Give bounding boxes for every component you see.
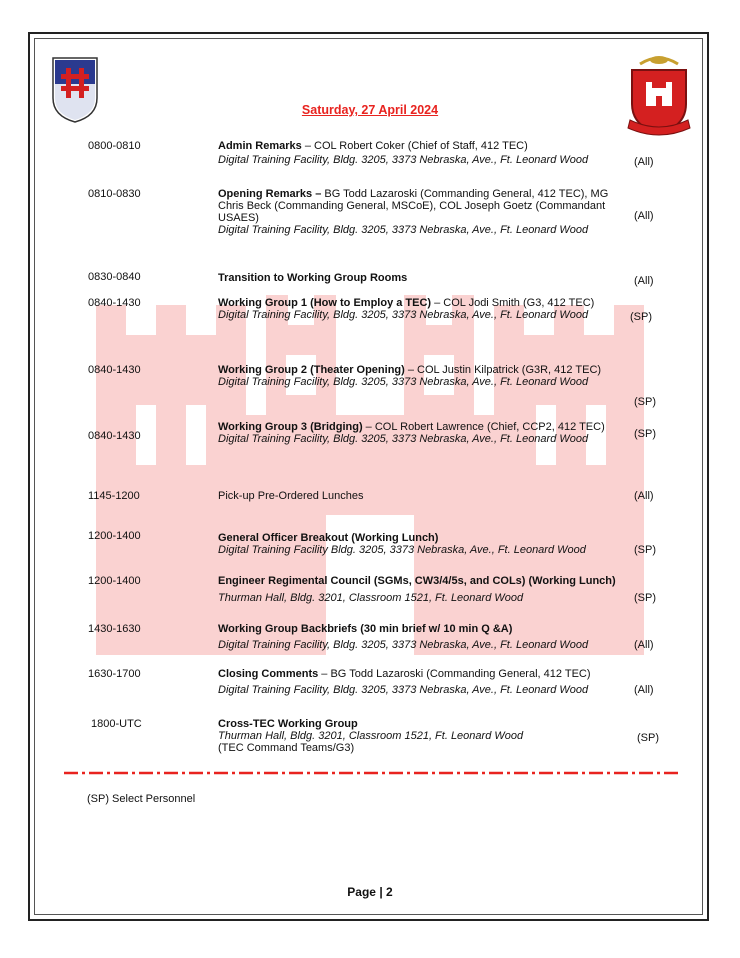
session-title: Working Group 3 (Bridging) — [218, 421, 363, 433]
session-title: Working Group Backbriefs (30 min brief w/ 10 min Q &A) — [218, 623, 513, 635]
session-location: Digital Training Facility, Bldg. 3205, 3373 Nebraska, Ave., Ft. Leonard Wood — [218, 684, 589, 696]
session-title: General Officer Breakout (Working Lunch) — [218, 532, 439, 544]
attendance-tag: (SP) — [637, 732, 659, 744]
time-slot: 1800-UTC — [91, 718, 142, 730]
session-location: Digital Training Facility, Bldg. 3205, 3373 Nebraska, Ave., Ft. Leonard Wood — [218, 639, 589, 651]
attendance-tag: (SP) — [630, 311, 652, 323]
session-title: Working Group 1 (How to Employ a TEC) — [218, 297, 432, 309]
time-slot: 1145-1200 — [88, 490, 140, 502]
session-title: Cross-TEC Working Group — [218, 718, 358, 730]
session-extra-note: (TEC Command Teams/G3) — [218, 742, 355, 754]
session-description — [218, 718, 618, 754]
session-description — [218, 421, 618, 445]
session-description — [218, 490, 630, 502]
time-slot: 0840-1430 — [88, 430, 141, 442]
session-title: Transition to Working Group Rooms — [218, 272, 408, 284]
time-slot: 0840-1430 — [88, 297, 141, 309]
attendance-tag: (SP) — [634, 592, 656, 604]
session-location: Digital Training Facility Bldg. 3205, 3373 Nebraska, Ave., Ft. Leonard Wood — [218, 544, 586, 556]
attendance-tag: (All) — [634, 639, 654, 651]
session-detail: Pick-up Pre-Ordered Lunches — [218, 490, 364, 502]
session-location: Digital Training Facility, Bldg. 3205, 3373 Nebraska, Ave., Ft. Leonard Wood — [218, 433, 589, 445]
time-slot: 0800-0810 — [88, 140, 141, 152]
session-detail: – COL Jodi Smith (G3, 412 TEC) — [431, 297, 595, 309]
session-title: Working Group 2 (Theater Opening) — [218, 364, 405, 376]
page-number: Page | 2 — [347, 885, 393, 899]
time-slot: 0840-1430 — [88, 364, 141, 376]
schedule-date-heading: Saturday, 27 April 2024 — [301, 103, 439, 117]
session-description — [218, 188, 630, 236]
attendance-tag: (All) — [634, 210, 654, 222]
session-detail: – COL Robert Lawrence (Chief, CCP2, 412 TEC) — [362, 421, 605, 433]
session-description — [218, 140, 630, 166]
session-description — [218, 364, 618, 388]
section-divider — [64, 771, 678, 775]
time-slot: 1430-1630 — [88, 623, 141, 635]
attendance-tag: (SP) — [634, 428, 656, 440]
time-slot: 1630-1700 — [88, 668, 141, 680]
session-title: Opening Remarks – — [218, 188, 322, 200]
session-detail: – BG Todd Lazaroski (Commanding General, 412 TEC) — [318, 668, 591, 680]
time-slot: 1200-1400 — [88, 575, 141, 587]
attendance-tag: (All) — [634, 275, 654, 287]
session-title: Admin Remarks — [218, 140, 302, 152]
session-description — [218, 272, 630, 284]
session-location: Digital Training Facility, Bldg. 3205, 3373 Nebraska, Ave., Ft. Leonard Wood — [218, 154, 589, 166]
session-description — [218, 575, 658, 604]
session-detail: – COL Justin Kilpatrick (G3R, 412 TEC) — [404, 364, 602, 376]
session-location: Digital Training Facility, Bldg. 3205, 3373 Nebraska, Ave., Ft. Leonard Wood — [218, 224, 589, 236]
session-description — [218, 297, 618, 321]
session-location: Thurman Hall, Bldg. 3201, Classroom 1521, Ft. Leonard Wood — [218, 592, 524, 604]
session-title: Engineer Regimental Council (SGMs, CW3/4/5s, and COLs) (Working Lunch) — [218, 575, 616, 587]
session-description — [218, 532, 638, 556]
engineer-regiment-crest-icon — [624, 48, 694, 138]
attendance-tag: (SP) — [634, 396, 656, 408]
time-slot: 0830-0840 — [88, 271, 141, 283]
time-slot: 1200-1400 — [88, 530, 141, 542]
attendance-tag: (All) — [634, 490, 654, 502]
legend-note: (SP) Select Personnel — [87, 793, 196, 805]
attendance-tag: (SP) — [634, 544, 656, 556]
session-location: Thurman Hall, Bldg. 3201, Classroom 1521, Ft. Leonard Wood — [218, 730, 524, 742]
session-title: Closing Comments — [218, 668, 319, 680]
session-detail: BG Todd Lazaroski (Commanding General, 412 TEC), MG Chris Beck (Commanding General, MSCoE), COL Joseph Goetz (Commandant USAES) — [218, 188, 609, 224]
attendance-tag: (All) — [634, 156, 654, 168]
session-description — [218, 668, 638, 696]
session-location: Digital Training Facility, Bldg. 3205, 3373 Nebraska, Ave., Ft. Leonard Wood — [218, 376, 589, 388]
session-detail: – COL Robert Coker (Chief of Staff, 412 TEC) — [301, 140, 528, 152]
attendance-tag: (All) — [634, 684, 654, 696]
session-description — [218, 623, 638, 651]
time-slot: 0810-0830 — [88, 188, 141, 200]
session-location: Digital Training Facility, Bldg. 3205, 3373 Nebraska, Ave., Ft. Leonard Wood — [218, 309, 589, 321]
